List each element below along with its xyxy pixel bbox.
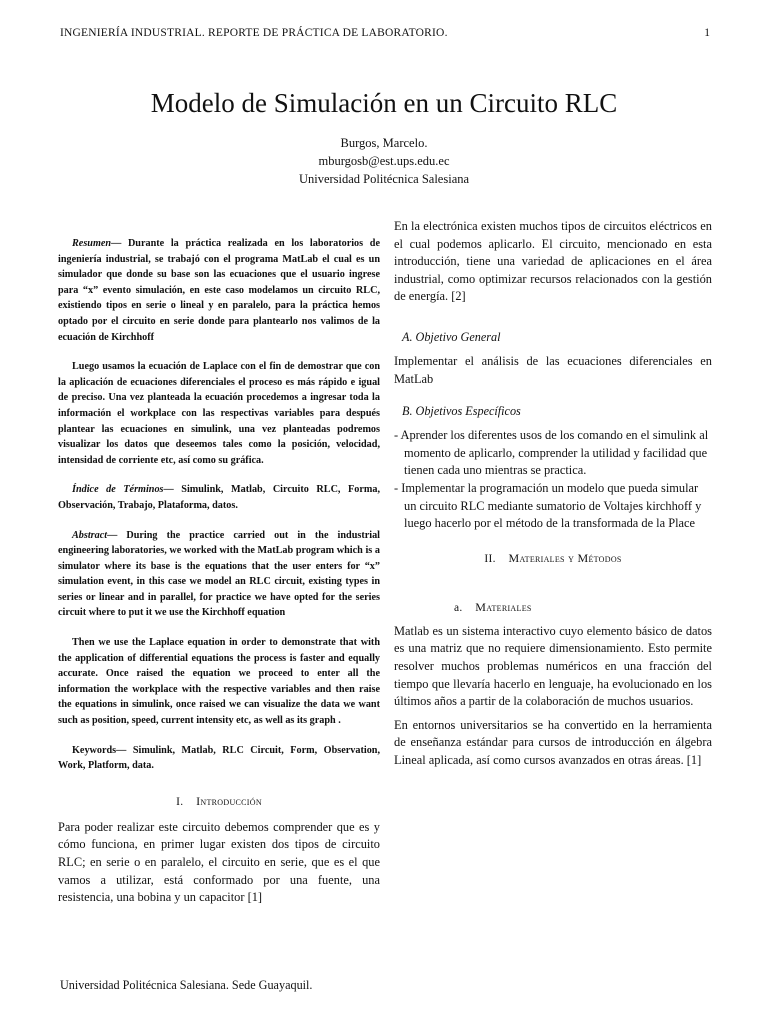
subsection-materiales <box>454 600 712 615</box>
section-number: I. <box>176 795 184 808</box>
subsection-objetivo-general: A. Objetivo General <box>402 329 501 344</box>
abstract-text: — During the practice carried out in the industrial engineering laboratories, we worked with the MatLab program which is a simulator where its base is the equations that the user enters for “x” simulation event, in this case we model an RLC circuit, existing types in series or linear and in parallel, for practice we have opted for the series circuit where to put it we use the Kirchhoff equation <box>58 529 380 619</box>
materials-paragraph: Matlab es un sistema interactivo cuyo elemento básico de datos es una matriz que no requiere dimensionamiento. Esto permite resolver muchos problemas numéricos en una fracción del tiempo que llevaría hacerlo en lenguaje, ha evolucionado en los últimos años a partir de la colaboración de muchos usuarios. <box>394 623 712 709</box>
paper-title: Modelo de Simulación en un Circuito RLC <box>150 88 618 118</box>
resumen-label: Resumen <box>72 238 112 249</box>
resumen-paragraph <box>58 236 380 345</box>
left-column <box>58 236 380 907</box>
author-email: mburgosb@est.ups.edu.ec <box>318 154 450 168</box>
section-heading-methods <box>394 551 712 566</box>
subsection-title: Materiales <box>475 599 532 614</box>
materials-paragraph-2: En entornos universitarios se ha convertido en la herramienta de enseñanza estándar para cursos de introducción en álgebra Lineal aplicada, así como cursos avanzados en otras áreas. [1] <box>394 717 712 767</box>
introduction-continued: En la electrónica existen muchos tipos de circuitos eléctricos en el cual podemos aplicarlo. El circuito, mencionado en esta introducción, tiene una variedad de aplicaciones en el área industrial, como optimizar recursos relacionados con la gestión de energía. [2] <box>394 219 712 304</box>
page-number: 1 <box>704 27 710 39</box>
author-name: Burgos, Marcelo. <box>340 136 428 150</box>
keywords: Keywords— Simulink, Matlab, RLC Circuit, Form, Observation, Work, Platform, data. <box>58 744 380 772</box>
index-terms <box>58 482 380 513</box>
subsection-number: a. <box>454 601 463 614</box>
right-column <box>394 218 712 769</box>
abstract-paragraph-2: Then we use the Laplace equation in order to demonstrate that with the application of differential equations the process is faster and equally accurate. Once raised the equation we proceed to enter all the information the workplace with the respective variables and then raise the equations in simulink, once raised we can visualize the data we want such as position, speed, current intensity etc, as well as its graph . <box>58 637 380 727</box>
section-number: II. <box>484 552 496 565</box>
index-terms-text: — Simulink, Matlab, Circuito RLC, Forma, Observación, Trabajo, Plataforma, datos. <box>58 484 380 511</box>
page-footer: Universidad Politécnica Salesiana. Sede Guayaquil. <box>60 978 313 992</box>
running-head: INGENIERÍA INDUSTRIAL. REPORTE DE PRÁCTICA DE LABORATORIO. <box>60 27 448 39</box>
resumen-paragraph-2: Luego usamos la ecuación de Laplace con el fin de demostrar que con la aplicación de ecuaciones diferenciales el proceso es más rápido e igual de preciso. Una vez planteada la ecuación procedemos a ingresar toda la información el workplace con las respectivas variables para después plantear las ecuaciones en simulink, una vez planteadas podremos visualizar los datos que deseemos tales como la posición, velocidad, intensidad de corriente etc, así como su gráfica. <box>58 361 380 466</box>
section-title: Introducción <box>196 793 262 808</box>
author-affiliation: Universidad Politécnica Salesiana <box>298 172 470 186</box>
introduction-paragraph: Para poder realizar este circuito debemos comprender que es y cómo funciona, en primer lugar existen dos tipos de circuito RLC; en serie o en paralelo, el circuito en serie, que es el que vamos a utilizar, está conformado por una fuente, una resistencia, una bobina y un capacitor [1] <box>58 819 380 905</box>
resumen-text: — Durante la práctica realizada en los laboratorios de ingeniería industrial, se trabajó con el programa MatLab el cual es un simulador que donde su base son las ecuaciones que el usuario ingrese para “x” evento simulación, en este caso modelamos un circuito RLC, existiendo tipos en serie o lineal y en paralelo, para la práctica hemos optado por el circuito en serie donde para plantearlo nos valimos de la ecuación de Kirchhoff <box>58 238 380 343</box>
author-block <box>0 134 768 188</box>
index-terms-label: Índice de Términos <box>72 484 164 496</box>
objetivo-general-text: Implementar el análisis de las ecuaciones diferenciales en MatLab <box>394 353 712 386</box>
section-heading-introduction <box>58 794 380 809</box>
abstract-label: Abstract <box>72 529 108 541</box>
subsection-objetivos-especificos: B. Objetivos Específicos <box>402 404 521 419</box>
abstract-paragraph <box>58 528 380 622</box>
bullet-item: - Implementar la programación un modelo que pueda simular un circuito RLC mediante sumatorio de Voltajes kirchhoff y luego hacerlo por el método de la transformada de la Place <box>394 480 702 531</box>
section-title: Materiales y Métodos <box>508 550 622 565</box>
bullet-item: - Aprender los diferentes usos de los comando en el simulink al momento de aplicarlo, comprender la utilidad y facilidad que tienen cada uno mientras se practica. <box>394 428 709 478</box>
